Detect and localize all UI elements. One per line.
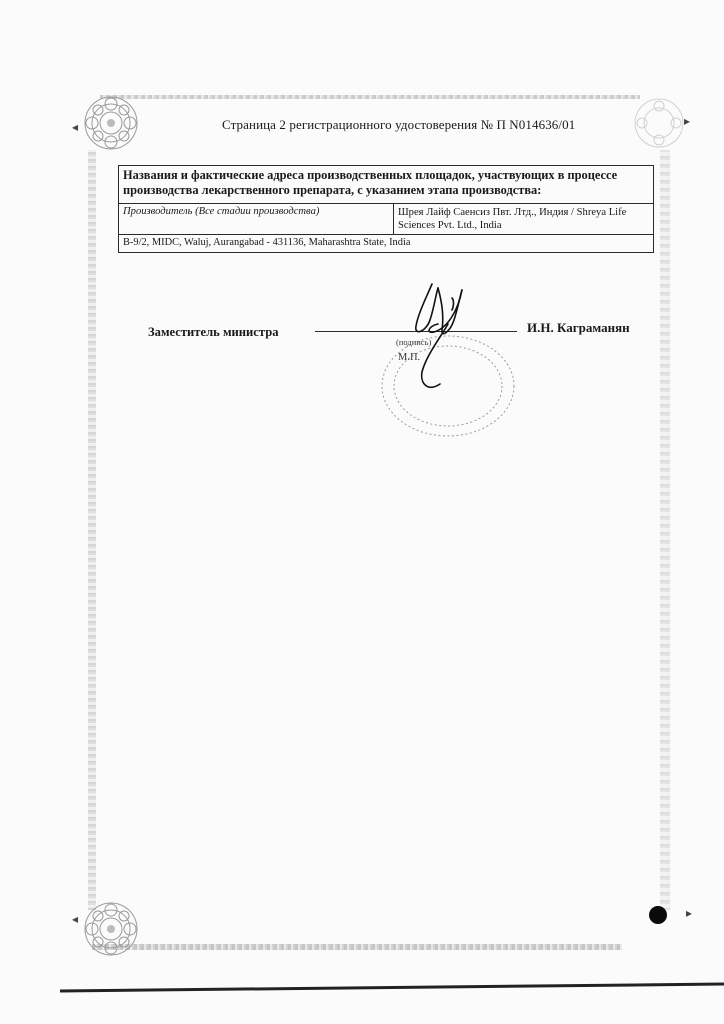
frame-top-edge — [100, 95, 640, 99]
manufacturer-value: Шрея Лайф Саенсиз Пвт. Лтд., Индия / Shreya Life Sciences Pvt. Ltd., India — [394, 204, 654, 235]
handwritten-signature — [404, 280, 476, 398]
manufacturer-label: Производитель (Все стадии производства) — [119, 204, 394, 235]
frame-bottom-edge — [92, 944, 622, 950]
rosette-ornament-bottom-left — [80, 898, 142, 960]
rosette-ornament-top-left — [80, 92, 142, 154]
page-header: Страница 2 регистрационного удостоверения № П N014636/01 — [222, 117, 576, 132]
signatory-name: И.Н. Каграманян — [527, 320, 630, 335]
rosette-ornament-top-right — [628, 92, 690, 154]
frame-arrow-right-top-icon: ▸ — [684, 114, 691, 128]
signature-caption: (подпись) — [396, 337, 432, 347]
frame-left-edge — [88, 150, 96, 910]
scan-edge-line — [60, 983, 724, 993]
frame-arrow-left-top-icon: ◂ — [72, 120, 79, 134]
frame-arrow-left-bottom-icon: ◂ — [72, 912, 79, 926]
site-address: B-9/2, MIDC, Waluj, Aurangabad - 431136, Maharashtra State, India — [119, 235, 654, 253]
signatory-role: Заместитель министра — [148, 325, 279, 339]
frame-right-edge — [660, 150, 670, 910]
stamp-place-label: М.П. — [398, 352, 421, 363]
frame-arrow-right-bottom-icon: ▸ — [686, 906, 693, 920]
punch-hole-mark — [649, 906, 667, 924]
table-title: Названия и фактические адреса производственных площадок, участвующих в процессе производства лекарственного препарата, с указанием этапа производства: — [119, 166, 654, 204]
production-sites-table — [118, 165, 654, 253]
